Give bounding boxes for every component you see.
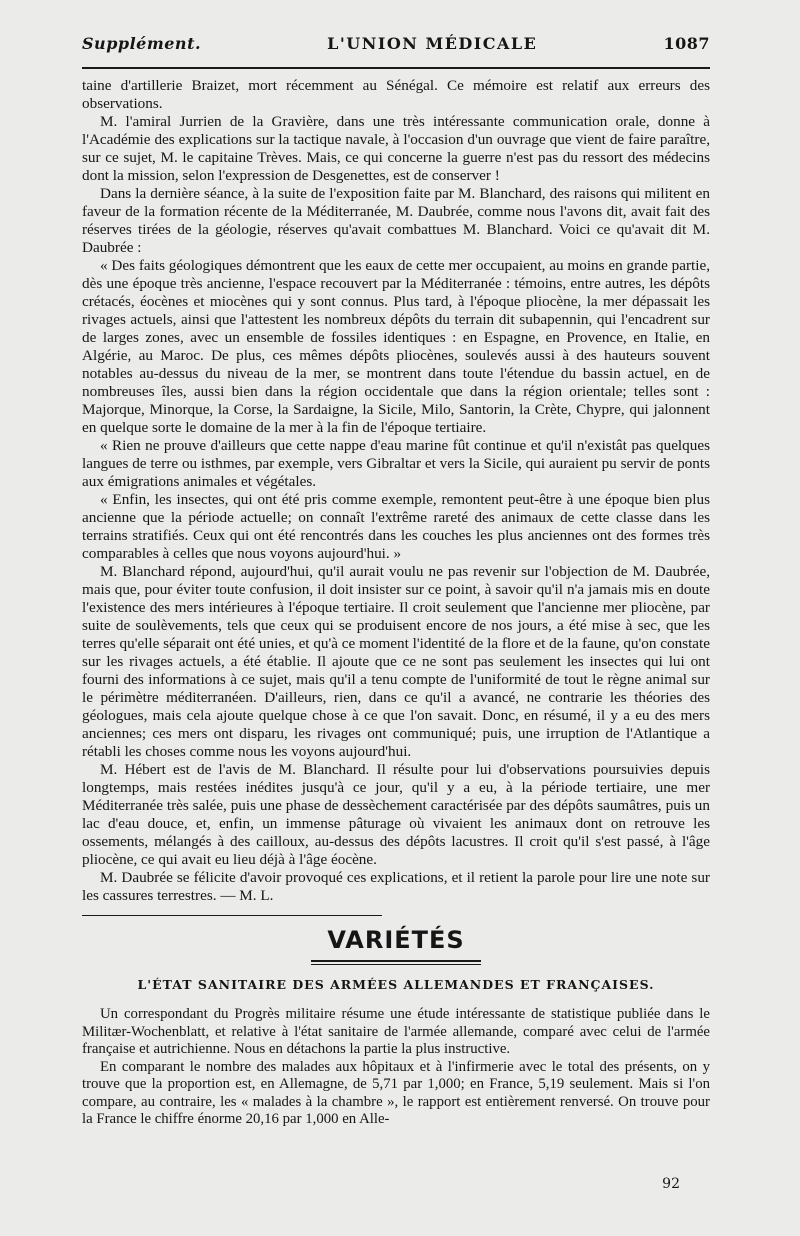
paragraph: M. Blanchard répond, aujourd'hui, qu'il aurait voulu ne pas revenir sur l'objection de M. Daubrée, mais que, pour éviter toute confusion, il doit insister sur ce point, à savoir qu'il n'a jamais mis en doute l'existence des mers intérieures à l'époque tertiaire. Il croit seulement que l'ancienne mer pliocène, par suite de soulèvements, tels que ceux qui se produisent encore de nos jours, a été mise à sec, que les terres qu'elle séparait ont été unies, et qu'à ce moment l'identité de la flore et de la faune, qu'on constate sur les rivages actuels, a été établie. Il ajoute que ce ne sont pas seulement les insectes qui lui ont fourni des informations à ce sujet, mais qu'il a tenu compte de l'uniformité de tout le règne animal sur le périmètre méditerranéen. D'ailleurs, rien, dans ce qu'il a avancé, ne contrarie les théories des géologues, mais cela ajoute quelque chose à ce que l'on savait. Donc, en résumé, il y a eu des mers anciennes; ces mers ont disparu, les rivages ont communiqué; puis, une irruption de l'Atlantique a rétabli les choses comme nous les voyons aujourd'hui. bbox=[82, 563, 710, 760]
paragraph: taine d'artillerie Braizet, mort récemment au Sénégal. Ce mémoire est relatif aux erreurs des observations. bbox=[82, 77, 710, 112]
header-supplement-label: Supplément. bbox=[82, 34, 202, 53]
quoted-paragraph: « Enfin, les insectes, qui ont été pris comme exemple, remontent peut-être à une époque bien plus ancienne que la période actuelle; on connaît l'extrême rareté des animaux de cette classe dans les terrains stratifiés. Ceux qui ont été rencontrés dans les couches les plus anciennes ont des formes très comparables à celles que nous voyons aujourd'hui. » bbox=[82, 491, 710, 562]
running-header bbox=[82, 34, 710, 69]
paragraph: Dans la dernière séance, à la suite de l'exposition faite par M. Blanchard, des raisons qui militent en faveur de la formation récente de la Méditerranée, M. Daubrée, comme nous l'avons dit, avait fait des réserves tirées de la géologie, réserves qu'avait combattues M. Blanchard. Voici ce qu'avait dit M. Daubrée : bbox=[82, 185, 710, 256]
section-title: VARIÉTÉS bbox=[327, 926, 465, 954]
signature-folio: 92 bbox=[662, 1176, 680, 1192]
article-end-rule bbox=[82, 915, 382, 916]
quoted-paragraph: « Rien ne prouve d'ailleurs que cette nappe d'eau marine fût continue et qu'il n'existât pas quelques langues de terre ou isthmes, par exemple, vers Gibraltar et vers la Sicile, qui auraient pu servir de ponts aux émigrations animales et végétales. bbox=[82, 437, 710, 490]
journal-title: L'UNION MÉDICALE bbox=[327, 34, 538, 53]
section-body bbox=[82, 1006, 710, 1129]
section-title-rule bbox=[82, 960, 710, 965]
paragraph: M. l'amiral Jurrien de la Gravière, dans une très intéressante communication orale, donne à l'Académie des explications sur la tactique navale, à l'occasion d'un ouvrage que vient de faire paraître, sur ce sujet, M. le capitaine Trèves. Mais, ce qui concerne la guerre n'est pas du ressort des médecins dont la mission, selon l'expression de Desgenettes, est de conserver ! bbox=[82, 113, 710, 184]
paragraph: M. Daubrée se félicite d'avoir provoqué ces explications, et il retient la parole pour lire une note sur les cassures terrestres. — M. L. bbox=[82, 869, 710, 904]
paragraph: En comparant le nombre des malades aux hôpitaux et à l'infirmerie avec le total des présents, on y trouve que la proportion est, en Allemagne, de 5,71 par 1,000; en France, 5,19 seulement. Mais si l'on compare, au contraire, les « malades à la chambre », le rapport est entièrement renversé. On trouve pour la France le chiffre énorme 20,16 par 1,000 en Alle- bbox=[82, 1058, 710, 1127]
quoted-paragraph: « Des faits géologiques démontrent que les eaux de cette mer occupaient, au moins en grande partie, dès une époque très ancienne, l'espace recouvert par la Méditerranée : témoins, entre autres, les dépôts crétacés, éocènes et miocènes qui y sont connus. Plus tard, à l'époque pliocène, la mer dépassait les rivages actuels, ainsi que l'attestent les nombreux dépôts du terrain dit subapennin, qui l'encadrent sur de larges zones, avec un ensemble de fossiles identiques : en Espagne, en Provence, en Italie, en Algérie, au Maroc. De plus, ces mêmes dépôts pliocènes, soulevés aussi à des hauteurs souvent notables au-dessus du niveau de la mer, se montrent dans toute l'étendue du bassin actuel, en de nombreuses îles, aussi bien dans la région occidentale que dans la région orientale; telles sont : Majorque, Minorque, la Corse, la Sardaigne, la Sicile, Milo, Santorin, la Crète, Chypre, qui jalonnent en quelque sorte le domaine de la mer à la fin de l'époque tertiaire. bbox=[82, 257, 710, 436]
article-body bbox=[82, 77, 710, 905]
section-subtitle: L'ÉTAT SANITAIRE DES ARMÉES ALLEMANDES ET FRANÇAISES. bbox=[137, 977, 655, 992]
page-number: 1087 bbox=[663, 34, 710, 53]
paragraph: Un correspondant du Progrès militaire résume une étude intéressante de statistique publiée dans le Militær-Wochenblatt, et relative à l'état sanitaire de l'armée allemande, comparé avec celui de l'armée française et autrichienne. Nous en détachons la partie la plus instructive. bbox=[82, 1006, 710, 1057]
paragraph: M. Hébert est de l'avis de M. Blanchard. Il résulte pour lui d'observations poursuivies depuis longtemps, mais restées inédites jusqu'à ce jour, qu'il y a eu, à la période tertiaire, une mer Méditerranée très salée, puis une phase de dessèchement caractérisée par des dépôts saumâtres, puis un lac d'eau douce, et, enfin, un immense pâturage où vivaient les animaux dont on retrouve les ossements, mélangés à des cailloux, au-dessus des dépôts lacustres. Il croit qu'il s'est passé, à l'âge pliocène, ce qui avait eu lieu déjà à l'âge éocène. bbox=[82, 761, 710, 868]
